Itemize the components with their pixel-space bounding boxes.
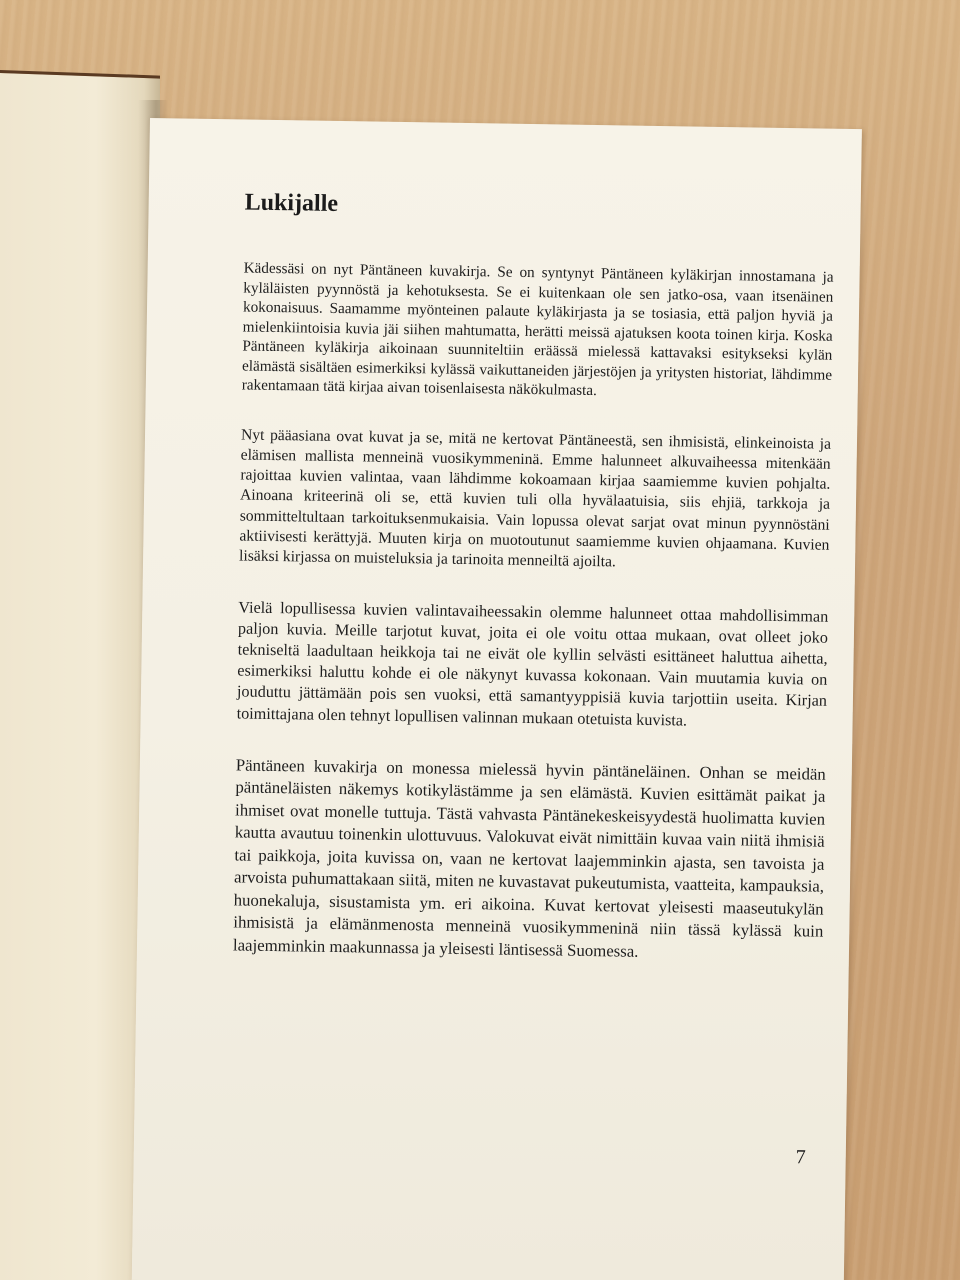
page-title: Lukijalle [244, 189, 339, 217]
book-page [132, 118, 862, 1280]
paragraph-3: Vielä lopullisessa kuvien valintavaiheessakin olemme halunneet ottaa mahdollisimman paljon kuvia. Meille tarjotut kuvat, joita ei ole voitu ottaa mukaan, ovat olleet joko tekniseltä laadultaan heikkoja tai ne eivät ole kyllin selvästi esittäneet haluttua aihetta, esimerkiksi haluttu kohde ei ole näkynyt kuvassa kokonaan. Vain muutamia kuvia on jouduttu jättämään pois sen vuoksi, että samantyyppisiä kuvia tarjottiin useita. Kirjan toimittajana olen tehnyt lopullisen valinnan mukaan otetuista kuvista. [236, 598, 829, 730]
page-text-block [232, 189, 834, 995]
page-number: 7 [795, 1146, 806, 1169]
paragraph-2: Nyt pääasiana ovat kuvat ja se, mitä ne kertovat Päntäneestä, sen ihmisistä, elinkeinoista ja elämisen mallista menneinä vuosikymmeninä. Emme halunneet alkuvaiheessa mitenkään rajoittaa kuvien valintaa, vaan lähdimme kokoamaan kirjaa saamiemme kuvien pohjalta. Ainoana kriteerinä oli se, että kuvien tuli olla hyvälaatuisia, siis ehjiä, tarkkoja ja sommitteltultaan tarkoituksenmukaisia. Vain lopussa olevat sarjat ovat minun pyynnöstäni aktiivisesti kerättyjä. Muuten kirja on muotoutunut saamiemme kuvien ohjaamana. Kuvien lisäksi kirjassa on muisteluksia ja tarinoita menneiltä ajoilta. [238, 425, 832, 571]
paragraph-4: Päntäneen kuvakirja on monessa mielessä hyvin päntäneläinen. Onhan se meidän päntäneläisten näkemys kotikylästämme ja sen elämästä. Kuvien esittämät paikat ja ihmiset ovat monelle tuttuja. Tästä vahvasta Päntänekeskeisyydestä huolimatta kuvien kautta avautuu toinenkin ulottuvuus. Valokuvat eivät nimittäin kuvaa vain niitä ihmisiä tai paikkoja, joita kuvissa on, vaan ne kertovat laajemminkin ajasta, sen tavoista ja arvoista puhumattakaan siitä, miten ne kuvastavat pukeutumista, vaatteita, kampauksia, huonekaluja, sisustamista ym. eri aikoina. Kuvat kertovat yleisesti maaseutukylän ihmisistä ja elämänmenosta menneinä vuosikymmeninä niin tässä kylässä kuin laajemminkin maakunnassa ja yleisesti läntisessä Suomessa. [232, 755, 826, 961]
paragraph-1: Kädessäsi on nyt Päntäneen kuvakirja. Se on syntynyt Päntäneen kyläkirjan innostamana ja kyläläisten pyynnöstä ja kehotuksesta. Se ei kuitenkaan ole sen jatko-osa, vaan itsenäinen kokonaisuus. Saamamme myönteinen palaute kyläkirjasta ja se tosiasia, että paljon hyviä ja mielenkiintoisia kuvia jäi siihen mahtumatta, herätti meissä ajatuksen koota toinen kirja. Koska Päntäneen kyläkirja aikoinaan suunniteltiin eräässä mielessä kattavaksi esitykseksi kylän elämästä sisältäen esimerkiksi kylässä vaikuttaneiden järjestöjen ja yritysten historiat, lähdimme rakentamaan tätä kirjaa aivan toisenlaisesta näkökulmasta. [241, 259, 834, 400]
